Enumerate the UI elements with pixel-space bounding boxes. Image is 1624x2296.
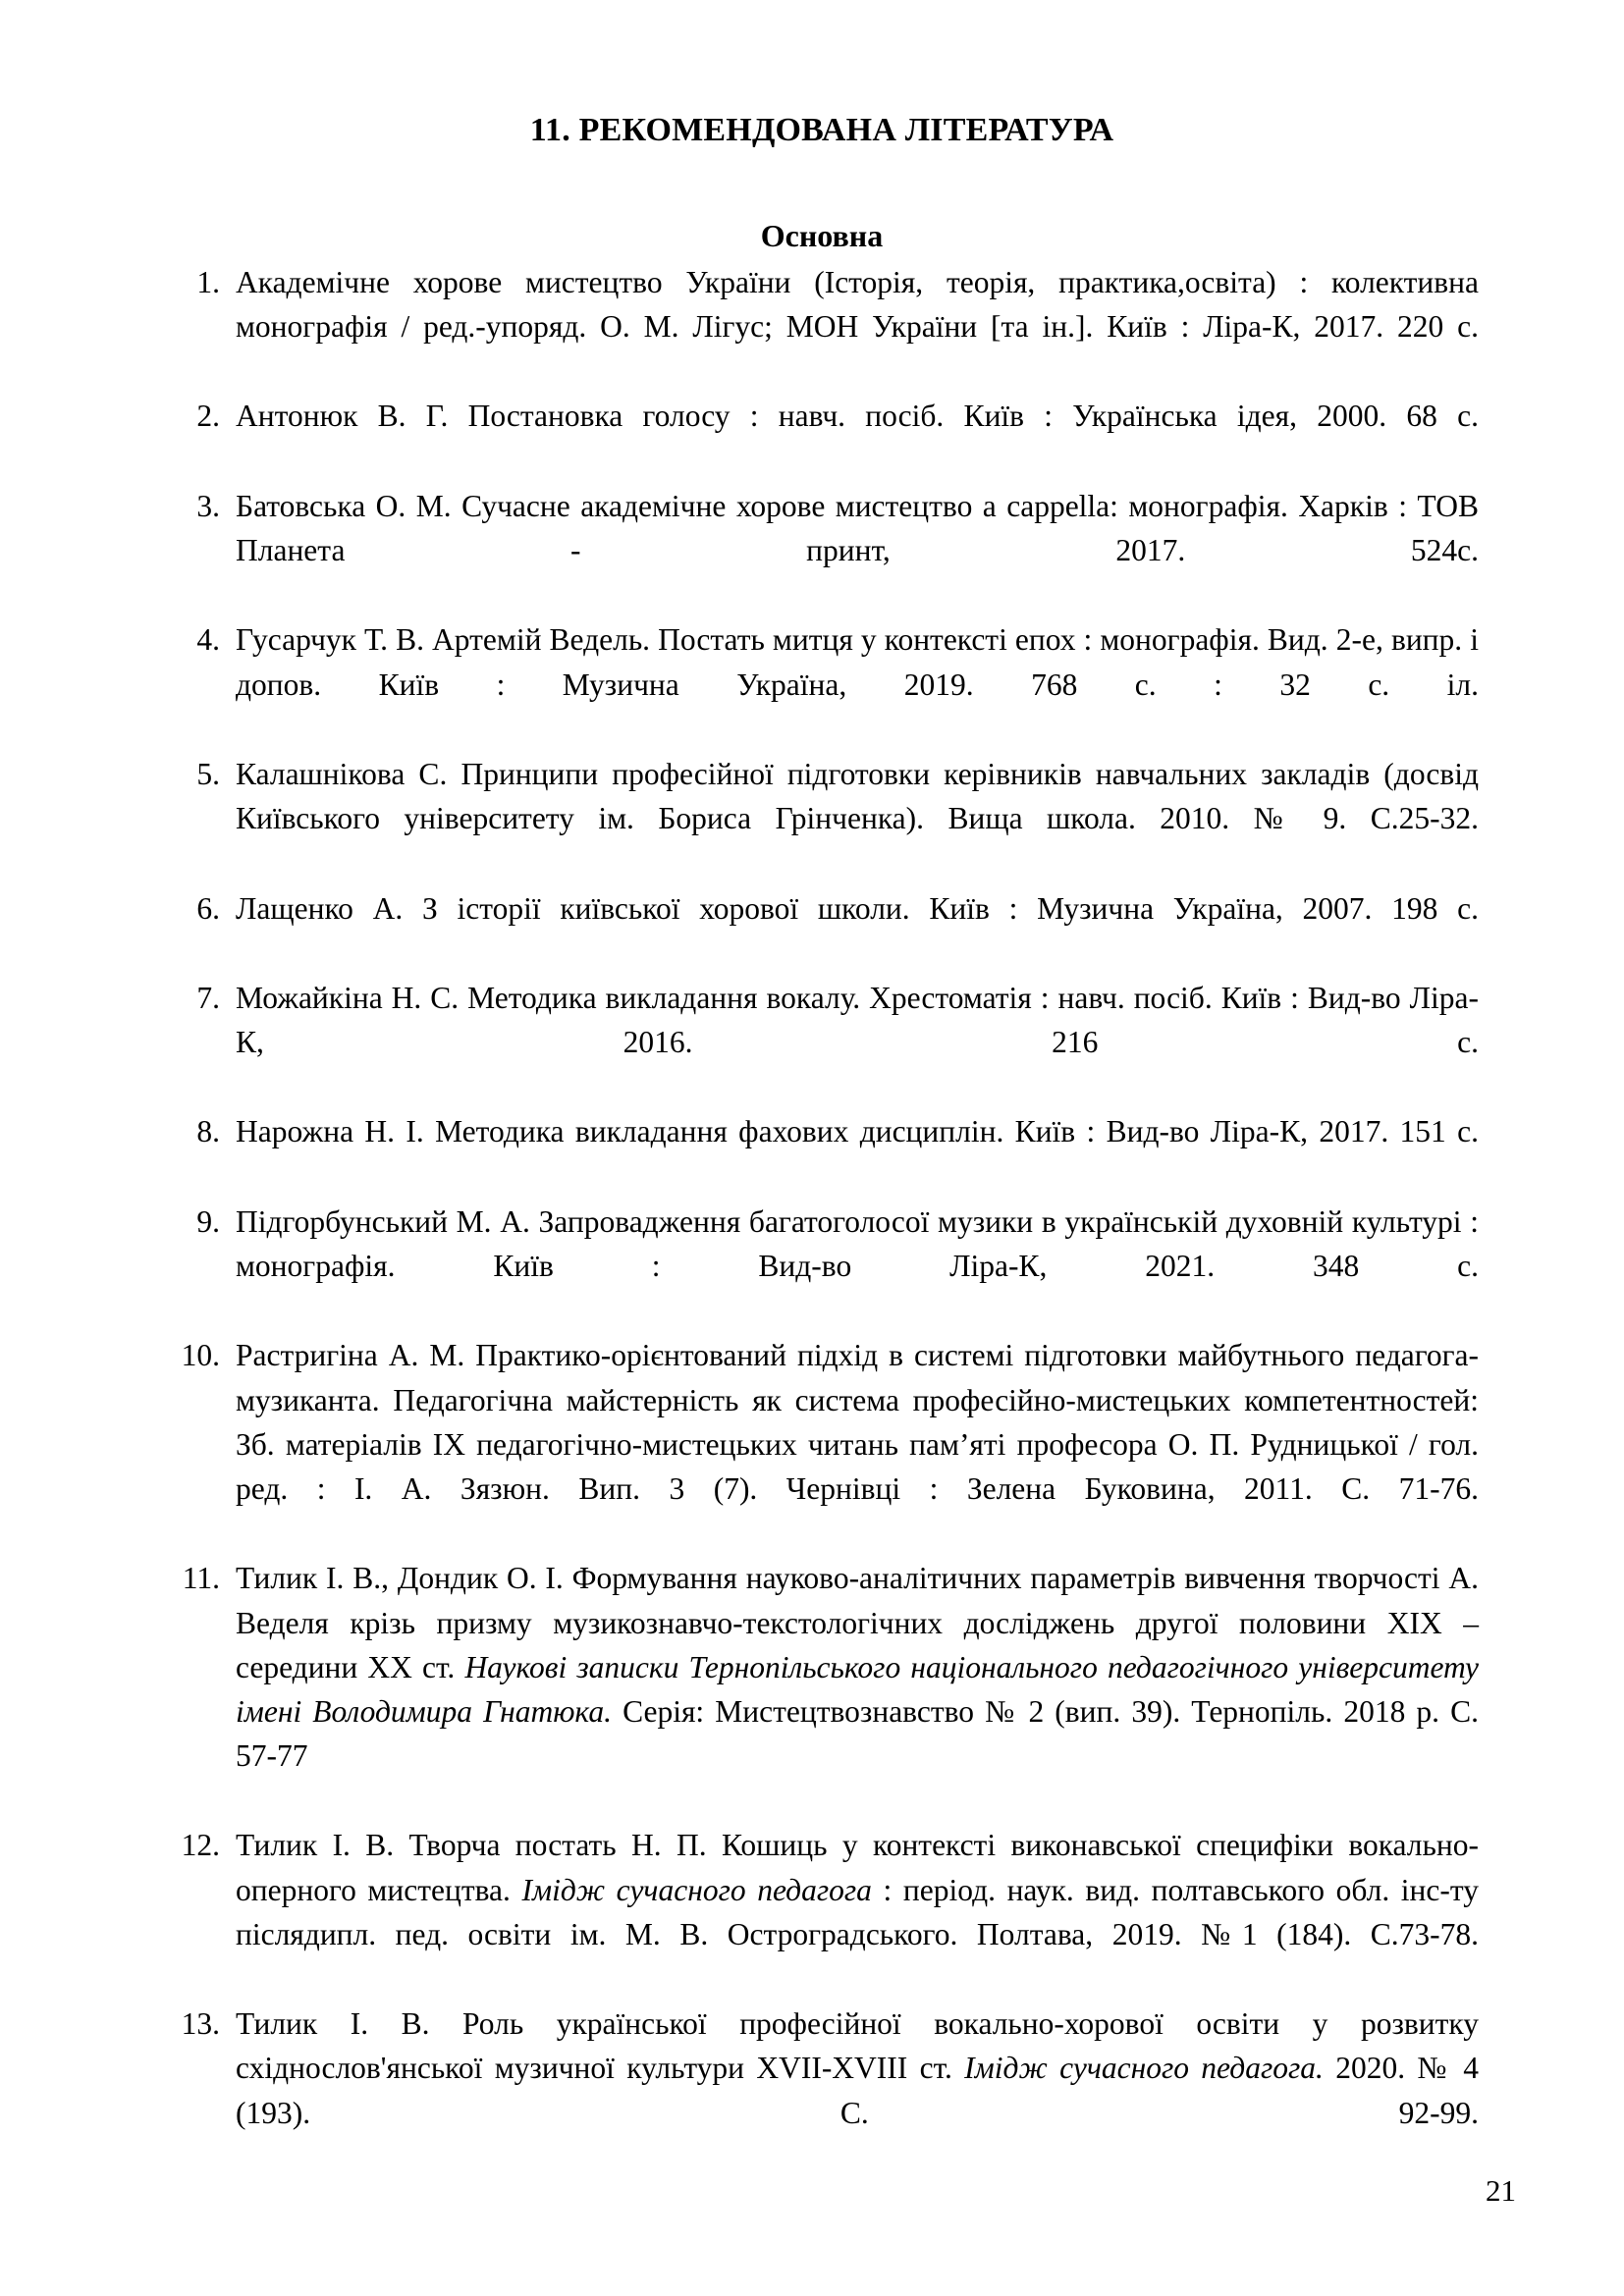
page-content bbox=[165, 110, 1479, 2180]
list-item bbox=[165, 484, 1479, 617]
journal-title-italic: Імідж сучасного педагога. bbox=[964, 2051, 1324, 2086]
bibliography-entry-text: Батовська О. М. Сучасне академічне хорове мистецтво a cappella: монографія. Харків : ТОВ Планета - принт, 2017. 524с. bbox=[236, 488, 1479, 568]
entry-text-plain: Тилик І. В., Дондик О. І. Формування науково-аналітичних параметрів вивчення творчості А. Веделя крізь призму музикознавчо-текстологічних досліджень другої половини ХІХ – середини ХХ ст. bbox=[236, 1561, 1479, 1684]
entry-text-plain: : період. наук. вид. полтавського обл. інс-ту післядипл. пед. освіти ім. М. В. Остроградського. Полтава, 2019. №1 (184). С.73-78. bbox=[236, 1872, 1479, 1951]
list-item bbox=[165, 2002, 1479, 2179]
bibliography-entry-text: Нарожна Н. І. Методика викладання фахових дисциплін. Київ : Вид-во Ліра-К, 2017. 151 с. bbox=[236, 1114, 1479, 1149]
bibliography-entry-text: Можайкіна Н. С. Методика викладання вокалу. Хрестоматія : навч. посіб. Київ : Вид-во Ліра-К, 2016. 216 с. bbox=[236, 980, 1479, 1060]
bibliography-entry-text bbox=[236, 1556, 1479, 1822]
list-item bbox=[165, 394, 1479, 482]
bibliography-entry-text bbox=[236, 2002, 1479, 2179]
journal-title-italic: Наукові записки Тернопільського національного педагогічного університету імені Володимира Гнатюка. bbox=[236, 1649, 1480, 1729]
bibliography-entry-text: Гусарчук Т. В. Артемій Ведель. Постать митця у контексті епох : монографія. Вид. 2-е, випр. і допов. Київ : Музична Україна, 2019. 768 с. : 32 с. іл. bbox=[236, 622, 1479, 702]
list-item bbox=[165, 976, 1479, 1109]
page-title: 11. РЕКОМЕНДОВАНА ЛІТЕРАТУРА bbox=[529, 112, 1114, 148]
list-item bbox=[165, 1200, 1479, 1333]
entry-text-plain: Тилик І. В. Творча постать Н. П. Кошиць у контексті виконавської специфіки вокально-оперного мистецтва. bbox=[236, 1828, 1479, 1907]
list-item bbox=[165, 1823, 1479, 2001]
list-item bbox=[165, 1109, 1479, 1198]
list-item bbox=[165, 1556, 1479, 1822]
page-number: 21 bbox=[1486, 2173, 1516, 2208]
section-subtitle: Основна bbox=[760, 217, 884, 253]
bibliography-entry-text: Лащенко А. З історії київської хорової школи. Київ : Музична Україна, 2007. 198 с. bbox=[236, 890, 1479, 926]
bibliography-entry-text bbox=[236, 1823, 1479, 2001]
list-item bbox=[165, 260, 1479, 394]
bibliography-entry-text: Калашнікова С. Принципи професійної підготовки керівників навчальних закладів (досвід Київського університету ім. Бориса Грінченка). Вища школа. 2010. № 9. С.25-32. bbox=[236, 756, 1479, 836]
bibliography-entry-text: Академічне хорове мистецтво України (Історія, теорія, практика,освіта) : колективна монографія / ред.-упоряд. О. М. Лігус; МОН України [та ін.]. Київ : Ліра-К, 2017. 220 с. bbox=[236, 264, 1479, 345]
list-item bbox=[165, 1333, 1479, 1555]
entry-text-plain: Тилик І. В. Роль української професійної вокально-хорової освіти у розвитку східнослов'янської музичної культури XVII-XVIII ст. bbox=[236, 2006, 1479, 2086]
bibliography-entry-text: Растригіна А. М. Практико-орієнтований підхід в системі підготовки майбутнього педагога-музиканта. Педагогічна майстерність як система професійно-мистецьких компетентностей: Зб. матеріалів ІХ педагогічно-мистецьких читань пам’яті професора О. П. Рудницької / гол. ред. : І. А. Зязюн. Вип. 3 (7). Чернівці : Зелена Буковина, 2011. С. 71-76. bbox=[236, 1338, 1479, 1506]
list-item bbox=[165, 886, 1479, 975]
bibliography-entry-text: Антонюк В. Г. Постановка голосу : навч. посіб. Київ : Українська ідея, 2000. 68 с. bbox=[236, 399, 1479, 434]
list-item bbox=[165, 752, 1479, 885]
entry-text-plain: 2020. № 4 (193). С. 92-99. bbox=[236, 2051, 1479, 2130]
list-item bbox=[165, 617, 1479, 751]
bibliography-entry-text: Підгорбунський М. А. Запровадження багатоголосої музики в українській духовній культурі : монографія. Київ : Вид-во Ліра-К, 2021. 348 с. bbox=[236, 1203, 1479, 1284]
bibliography-list bbox=[165, 260, 1479, 2179]
entry-text-plain: Серія: Мистецтвознавство № 2 (вип. 39). Тернопіль. 2018 р. С. 57-77 bbox=[236, 1693, 1479, 1774]
journal-title-italic: Імідж сучасного педагога bbox=[521, 1872, 872, 1907]
